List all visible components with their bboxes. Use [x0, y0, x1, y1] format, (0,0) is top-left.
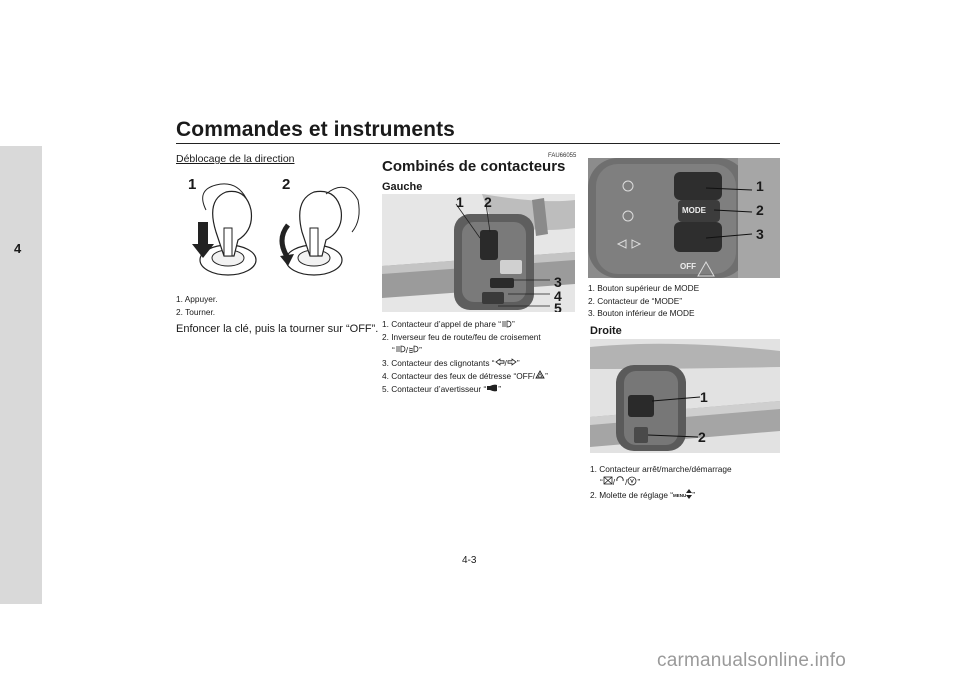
chapter-number: 4 — [14, 241, 22, 256]
legend-item: 3. Contacteur des clignotants “ / ” — [382, 357, 548, 370]
left-switches-subheading: Gauche — [382, 181, 423, 193]
photo-callout-1: 1 — [456, 194, 464, 210]
mode-switch-photo — [588, 158, 780, 278]
photo-callout-3: 3 — [554, 274, 562, 290]
reference-code: FAU66055 — [548, 153, 577, 159]
section-heading: Combinés de contacteurs — [382, 158, 566, 175]
photo-callout-3: 3 — [756, 226, 764, 242]
legend-item: 2. Tourner. — [176, 306, 216, 317]
steering-unlock-legend — [176, 293, 218, 318]
right-handlebar-photo — [590, 339, 780, 453]
photo-callout-4: 4 — [554, 288, 562, 304]
legend-item: 5. Contacteur d’avertisseur “ ” — [382, 383, 548, 396]
photo-callout-1: 1 — [756, 178, 764, 194]
off-label: OFF — [680, 262, 696, 271]
watermark: carmanualsonline.info — [657, 650, 847, 671]
photo-callout-1: 1 — [700, 389, 708, 405]
turn-left-icon — [495, 357, 505, 370]
steering-unlock-figure — [176, 170, 364, 288]
legend-item: 2. Contacteur de “MODE” — [588, 295, 683, 306]
mode-label: MODE — [682, 206, 706, 215]
turn-right-icon — [507, 357, 517, 370]
engine-start-icon — [627, 476, 637, 490]
engine-run-icon — [615, 476, 625, 489]
page-number: 4-3 — [462, 555, 477, 566]
photo-callout-2: 2 — [484, 194, 492, 210]
legend-item: 1. Contacteur arrêt/marche/démarrage — [590, 464, 732, 474]
left-handlebar-photo — [382, 194, 575, 312]
figure-callout-2: 2 — [282, 176, 291, 193]
photo-callout-5: 5 — [554, 300, 562, 312]
steering-unlock-subtitle: Déblocage de la direction — [176, 153, 295, 165]
legend-item: 2. Molette de réglage “MENU ” — [590, 489, 732, 503]
horn-icon — [486, 383, 498, 396]
hazard-triangle-icon — [535, 370, 545, 383]
mode-switch-legend — [588, 282, 699, 320]
right-switches-subheading: Droite — [590, 325, 622, 337]
title-rule — [176, 143, 780, 144]
legend-item: 1. Appuyer. — [176, 294, 218, 304]
high-beam-icon — [395, 344, 406, 357]
legend-item: 4. Contacteur des feux de détresse “OFF/ ” — [382, 370, 548, 383]
page-title: Commandes et instruments — [176, 118, 455, 141]
legend-item: “ / / ” — [590, 476, 732, 490]
steering-unlock-instruction: Enfoncer la clé, puis la tourner sur “OFF”. — [176, 323, 379, 335]
figure-callout-1: 1 — [188, 176, 197, 193]
legend-item: 2. Inverseur feu de route/feu de croisement — [382, 332, 541, 343]
left-switches-legend — [382, 318, 548, 396]
legend-item: 3. Bouton inférieur de MODE — [588, 308, 695, 318]
legend-item: 1. Bouton supérieur de MODE — [588, 283, 700, 293]
photo-callout-2: 2 — [756, 202, 764, 218]
menu-wheel-icon: MENU — [673, 492, 687, 498]
legend-item: “ / ” — [382, 344, 548, 357]
engine-stop-icon — [603, 476, 613, 489]
legend-item: 1. Contacteur d’appel de phare “ ” — [382, 318, 548, 331]
photo-callout-2: 2 — [698, 429, 706, 445]
chapter-tab — [0, 146, 42, 604]
low-beam-icon — [408, 344, 419, 357]
headlight-flash-icon — [501, 319, 512, 332]
right-switches-legend — [590, 463, 732, 503]
